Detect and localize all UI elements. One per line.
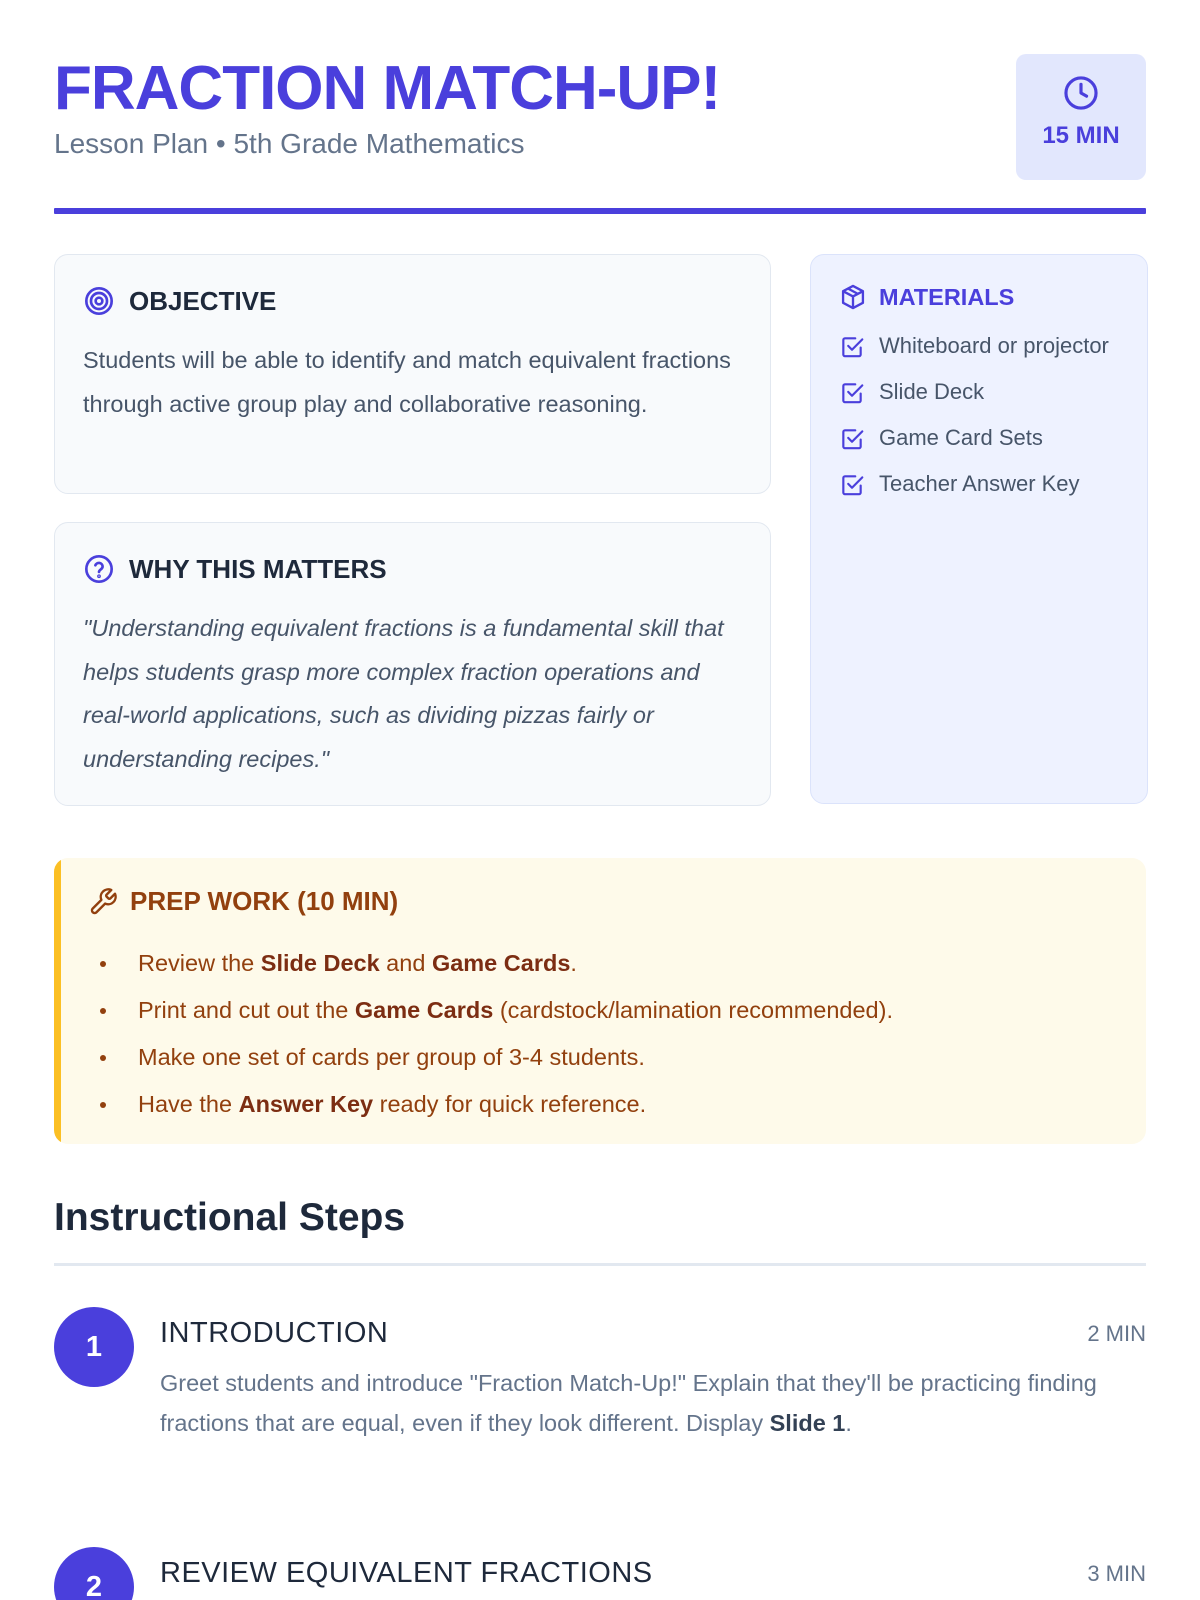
bullet-icon <box>100 1008 106 1014</box>
bullet-icon <box>100 1102 106 1108</box>
prep-work-callout <box>54 858 1146 1144</box>
clock-icon <box>1062 74 1100 112</box>
step-description: Greet students and introduce "Fraction Match-Up!" Explain that they'll be practicing finding fractions that are equal, even if they look different. Display Slide 1. <box>160 1370 1097 1436</box>
checkbox-icon <box>839 334 865 360</box>
page-subtitle: Lesson Plan • 5th Grade Mathematics <box>54 128 525 159</box>
objective-card <box>54 254 771 494</box>
prep-list <box>100 940 893 1128</box>
header-divider <box>54 208 1146 214</box>
question-circle-icon <box>83 553 115 585</box>
step-item <box>54 1307 1146 1487</box>
objective-text: Students will be able to identify and match equivalent fractions through active group play and collaborative reasoning. <box>83 347 731 417</box>
wrench-icon <box>88 887 118 917</box>
step-duration: 2 MIN <box>1087 1321 1146 1346</box>
checkbox-icon <box>839 426 865 452</box>
materials-item-label: Game Card Sets <box>879 425 1043 450</box>
materials-item-label: Teacher Answer Key <box>879 471 1080 496</box>
why-quote: "Understanding equivalent fractions is a fundamental skill that helps students grasp more complex fraction operations and real-world applications, such as dividing pizzas fairly or understanding recipes." <box>83 615 724 772</box>
prep-item: Have the Answer Key ready for quick reference. <box>100 1081 893 1128</box>
materials-item <box>839 467 1129 500</box>
objective-heading-row <box>83 285 276 317</box>
step-number-badge: 2 <box>54 1547 134 1600</box>
page-title: FRACTION MATCH-UP! <box>54 54 721 123</box>
materials-item <box>839 375 1129 408</box>
bullet-icon <box>100 961 106 967</box>
prep-accent-bar <box>54 858 61 1144</box>
prep-item: Print and cut out the Game Cards (cardstock/lamination recommended). <box>100 987 893 1034</box>
checkbox-icon <box>839 472 865 498</box>
target-icon <box>83 285 115 317</box>
materials-heading-row <box>839 283 1014 311</box>
prep-heading-row <box>88 886 398 917</box>
materials-item-label: Whiteboard or projector <box>879 333 1109 358</box>
steps-divider <box>54 1263 1146 1266</box>
box-icon <box>839 283 867 311</box>
duration-badge <box>1016 54 1146 180</box>
step-item <box>54 1547 1146 1600</box>
step-number-badge: 1 <box>54 1307 134 1387</box>
why-heading-row <box>83 553 387 585</box>
materials-panel <box>810 254 1148 804</box>
step-title: INTRODUCTION <box>160 1317 389 1349</box>
materials-item <box>839 329 1129 362</box>
duration-text: 15 MIN <box>1042 122 1120 149</box>
checkbox-icon <box>839 380 865 406</box>
objective-heading: OBJECTIVE <box>129 285 277 316</box>
materials-heading: MATERIALS <box>879 283 1015 310</box>
prep-item: Review the Slide Deck and Game Cards. <box>100 940 893 987</box>
bullet-icon <box>100 1055 106 1061</box>
steps-heading: Instructional Steps <box>54 1196 406 1239</box>
prep-heading: PREP WORK (10 MIN) <box>130 886 399 916</box>
materials-list <box>839 329 1129 513</box>
step-duration: 3 MIN <box>1087 1561 1146 1586</box>
materials-item-label: Slide Deck <box>879 379 985 404</box>
lesson-header <box>54 54 1146 214</box>
why-heading: WHY THIS MATTERS <box>129 553 387 584</box>
step-title: REVIEW EQUIVALENT FRACTIONS <box>160 1557 653 1589</box>
why-card <box>54 522 771 806</box>
materials-item <box>839 421 1129 454</box>
prep-item: Make one set of cards per group of 3-4 students. <box>100 1034 893 1081</box>
